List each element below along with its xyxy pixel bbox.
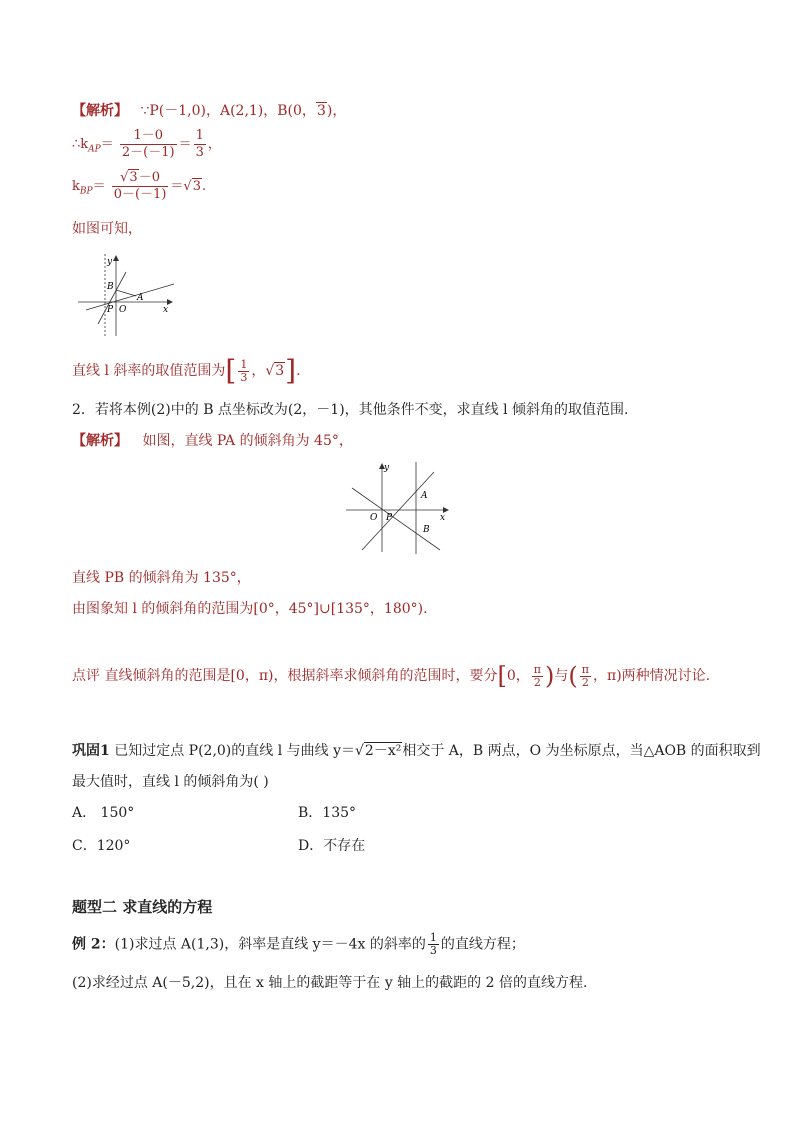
fig1-label-x: x <box>163 305 169 315</box>
example2-den: 3 <box>429 944 437 957</box>
example2-line1-a: (1)求过点 A(1,3)，斜率是直线 y＝－4x 的斜率的 <box>114 936 426 953</box>
kap-result <box>194 128 206 161</box>
kbp-num: √3－0 <box>112 170 169 187</box>
fig1-segment-ba <box>116 290 136 296</box>
comment-line <box>72 662 710 690</box>
question-2: 2．若将本例(2)中的 B 点坐标改为(2，－1)，其他条件不变，求直线 l 倾斜角的取值范围. <box>72 402 629 418</box>
seg1-right: ) <box>545 662 555 690</box>
kbp-num-rest: －0 <box>138 170 160 185</box>
consolidate-label: 巩固1 <box>72 743 110 759</box>
slope-bp-line: $k_{BP}=$ $\frac{√3-0}{0-(-1)}$ ＝√3. <box>72 170 207 202</box>
kap-eq2: ＝ <box>178 137 192 152</box>
fig2-label-p: P <box>386 513 393 523</box>
figure-1 <box>76 254 176 338</box>
kap-res-den: 3 <box>195 145 204 160</box>
analysis-tag-2: 【解析】 <box>72 433 128 449</box>
kbp-eq: ＝ <box>92 179 106 194</box>
fig1-label-o: O <box>119 305 127 315</box>
analysis-tag: 【解析】 <box>72 103 128 119</box>
sqrt3: 3 <box>316 103 326 119</box>
kbp-den: 0－(－1) <box>113 187 167 202</box>
kap-sub: AP <box>88 144 101 155</box>
consolidate-radical: 2－x² <box>364 743 402 759</box>
intro-text: ∵P(－1,0)，A(2,1)，B(0， <box>140 103 316 119</box>
range-sqrt: 3 <box>275 363 285 379</box>
range-line: 直线 l 斜率的取值范围为[ $\frac{1}{3}$ ，√3]. <box>72 354 301 387</box>
fig2-label-a: A <box>421 491 428 501</box>
seg2-fraction <box>580 664 591 689</box>
fig2-label-o: O <box>370 513 378 523</box>
solution2-line2: 直线 PB 的倾斜角为 135°， <box>72 570 251 586</box>
kbp-res: 3 <box>192 179 201 194</box>
section-title: 题型二 求直线的方程 <box>72 898 213 916</box>
consolidate-text-b: 相交于 A，B 两点，O 为坐标原点，当△AOB 的面积取到 <box>402 743 761 759</box>
kap-fraction <box>120 128 177 161</box>
intro-end: )， <box>326 103 347 119</box>
example2-line1-b: 的直线方程； <box>440 936 525 953</box>
range-text: 直线 l 斜率的取值范围为 <box>72 363 226 379</box>
fig1-y-arrow <box>113 255 119 261</box>
consolidate-text-a: 已知过定点 P(2,0)的直线 l 与曲线 y＝ <box>109 743 355 759</box>
seg2-den: 2 <box>581 675 589 689</box>
example2-fraction <box>428 932 439 957</box>
seg2-right: ，π) <box>593 668 622 684</box>
kbp-num-rad: 3 <box>129 170 138 185</box>
figure-2 <box>344 462 452 554</box>
option-d[interactable]: D．不存在 <box>298 838 366 854</box>
kap-eq: ＝ <box>100 137 114 152</box>
kap-end: ， <box>207 137 221 152</box>
fig1-label-p: P <box>107 305 114 315</box>
fig1-label-a: A <box>137 293 144 303</box>
seg1-bracket: [ <box>497 662 507 690</box>
kbp-sub: BP <box>79 186 93 197</box>
example2-num: 1 <box>429 931 437 944</box>
kap-res-num: 1 <box>195 128 204 143</box>
seg1-fraction <box>532 664 543 689</box>
example2-label: 例 2： <box>72 936 115 953</box>
seg1-zero: 0， <box>506 668 530 684</box>
fig2-label-x: x <box>440 513 446 523</box>
kbp-eq2: ＝ <box>170 179 184 194</box>
range-num: 1 <box>240 357 248 371</box>
option-c[interactable]: C．120° <box>72 838 131 854</box>
range-left-bracket: [ <box>225 354 237 387</box>
seg1-den: 2 <box>533 675 541 689</box>
range-fraction <box>238 359 249 384</box>
range-right-bracket: ] <box>285 354 297 387</box>
see-figure-text: 如图可知， <box>72 221 142 237</box>
comment-text-a: 点评 直线倾斜角的范围是[0，π)，根据斜率求倾斜角的范围时，要分 <box>72 668 498 684</box>
comment-text-c: 两种情况讨论. <box>621 668 711 684</box>
consolidate-line1: 巩固1 已知过定点 P(2,0)的直线 l 与曲线 y＝√2－x²相交于 A，B 两点，O 为坐标原点，当△AOB 的面积取到 <box>72 743 761 759</box>
solution2-line1: 如图，直线 PA 的倾斜角为 45°， <box>142 433 353 449</box>
comment-text-b: 与 <box>554 668 569 684</box>
option-a[interactable]: A． 150° <box>72 805 135 821</box>
seg1-num: π <box>533 662 542 676</box>
solution1-intro <box>72 100 346 120</box>
example2-line2: (2)求经过点 A(－5,2)，且在 x 轴上的截距等于在 y 轴上的截距的 2 倍的直线方程. <box>72 975 588 991</box>
consolidate-line2: 最大值时，直线 l 的倾斜角为( ) <box>72 774 269 790</box>
example2-line1 <box>72 932 525 957</box>
seg2-num: π <box>581 662 589 676</box>
range-end: . <box>296 363 301 379</box>
kbp-prefix: k <box>72 179 80 194</box>
kbp-fraction <box>112 170 169 203</box>
fig2-label-y: y <box>384 463 390 473</box>
fig2-label-b: B <box>423 525 430 535</box>
kap-prefix: ∴k <box>72 137 89 152</box>
fig1-label-b: B <box>107 282 114 292</box>
option-b[interactable]: B．135° <box>298 805 357 821</box>
solution2-intro <box>72 430 353 450</box>
fig1-label-y: y <box>107 257 113 267</box>
seg2-left: ( <box>568 662 578 690</box>
kap-den: 2－(－1) <box>121 145 175 160</box>
fig1-line-pb <box>98 272 126 324</box>
kap-num: 1－0 <box>120 128 177 145</box>
fig1-line-pa <box>86 284 174 310</box>
range-den: 3 <box>240 370 248 384</box>
range-mid: ， <box>251 363 266 379</box>
solution2-line3: 由图象知 l 的倾斜角的范围为[0°，45°]∪[135°，180°). <box>72 601 428 617</box>
slope-ap-line <box>72 128 221 161</box>
kbp-end: . <box>202 179 207 194</box>
